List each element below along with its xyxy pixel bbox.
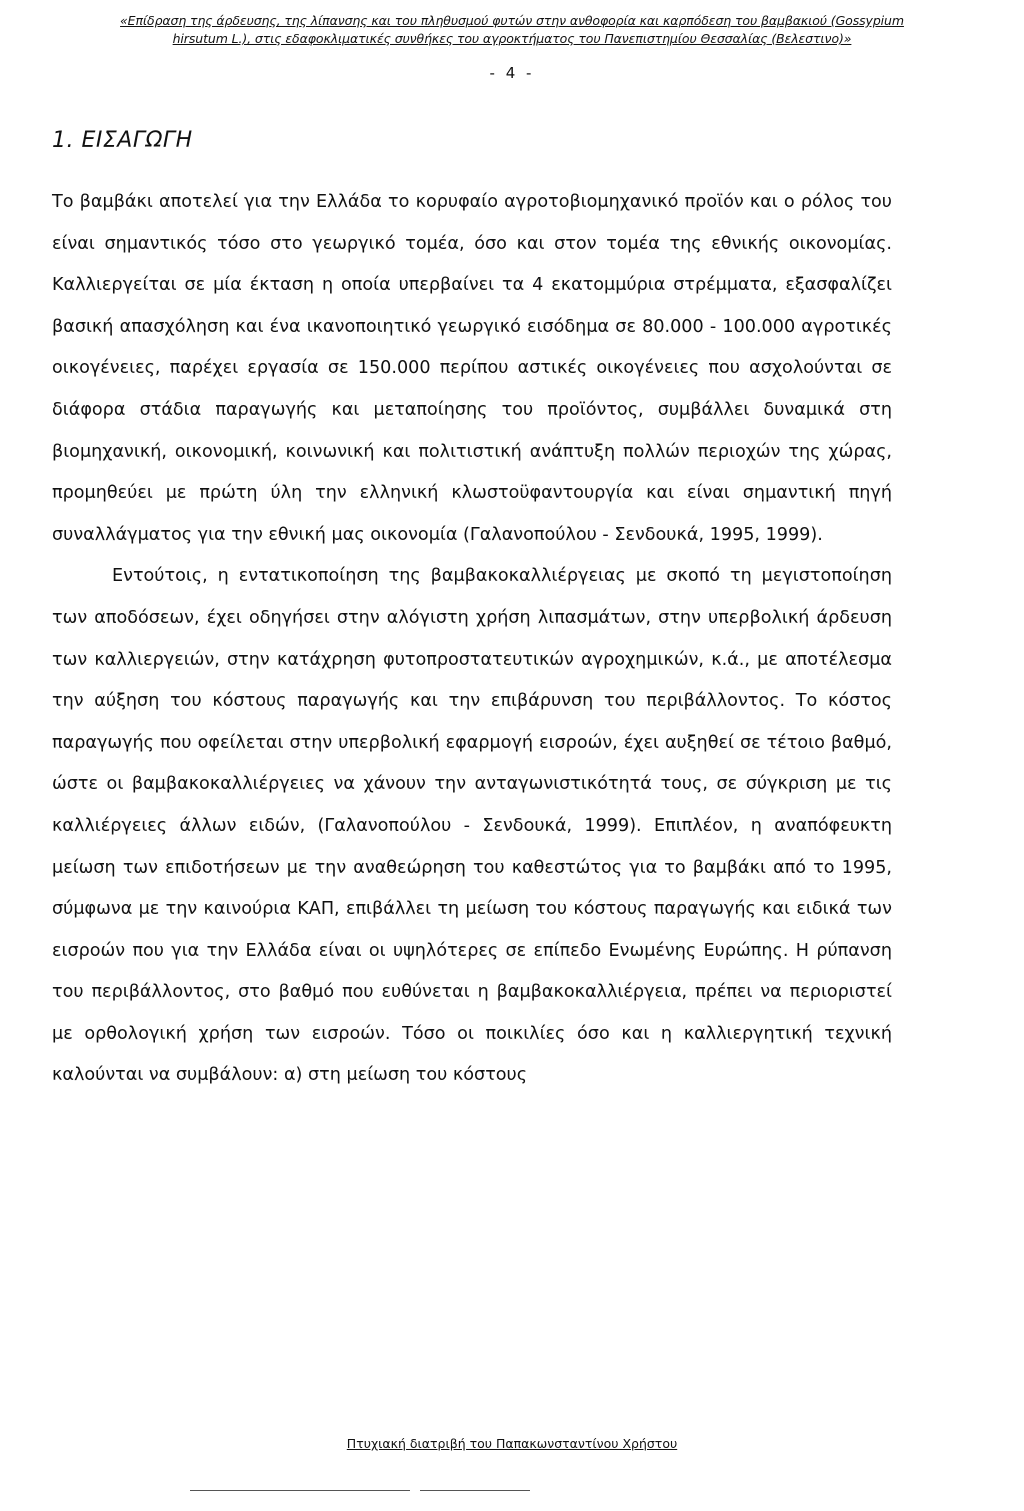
footer-rule — [190, 1490, 410, 1491]
running-title-line-1: «Επίδραση της άρδευσης, της λίπανσης και του πληθυσμού φυτών στην ανθοφορία και καρπόδεση του βαμβακιού (Gossypium — [120, 13, 904, 28]
footer-rule-short — [420, 1490, 530, 1491]
running-title-line-2: hirsutum L.), στις εδαφοκλιματικές συνθήκες του αγροκτήματος του Πανεπιστημίου Θεσσαλίας (Βελεστινο)» — [172, 31, 852, 46]
page-number: - 4 - — [489, 64, 535, 82]
footer-thesis-label: Πτυχιακή διατριβή του Παπακωνσταντίνου Χρήστου — [346, 1436, 678, 1451]
paragraph-1: Το βαμβάκι αποτελεί για την Ελλάδα το κορυφαίο αγροτοβιομηχανικό προϊόν και ο ρόλος του είναι σημαντικός τόσο στο γεωργικό τομέα, όσο και στον τομέα της εθνικής οικονομίας. Καλλιεργείται σε μία έκταση η οποία υπερβαίνει τα 4 εκατομμύρια στρέμματα, εξασφαλίζει βασική απασχόληση και ένα ικανοποιητικό γεωργικό εισόδημα σε 80.000 - 100.000 αγροτικές οικογένειες, παρέχει εργασία σε 150.000 περίπου αστικές οικογένειες που ασχολούνται σε διάφορα στάδια παραγωγής και μεταποίησης του προϊόντος, συμβάλλει δυναμικά στη βιομηχανική, οικονομική, κοινωνική και πολιτιστική ανάπτυξη πολλών περιοχών της χώρας, προμηθεύει με πρώτη ύλη την ελληνική κλωστοϋφαντουργία και είναι σημαντική πηγή συναλλάγματος για την εθνική μας οικονομία (Γαλανοπούλου - Σενδουκά, 1995, 1999). — [52, 192, 892, 545]
section-title: 1. ΕΙΣΑΓΩΓΗ — [52, 128, 193, 153]
running-header — [50, 12, 974, 48]
body-text — [52, 182, 892, 1097]
paragraph-2: Εντούτοις, η εντατικοποίηση της βαμβακοκαλλιέργειας με σκοπό τη μεγιστοποίηση των αποδόσεων, έχει οδηγήσει στην αλόγιστη χρήση λιπασμάτων, στην υπερβολική άρδευση των καλλιεργειών, στην κατάχρηση φυτοπροστατευτικών αγροχημικών, κ.ά., με αποτέλεσμα την αύξηση του κόστους παραγωγής και την επιβάρυνση του περιβάλλοντος. Το κόστος παραγωγής που οφείλεται στην υπερβολική εφαρμογή εισροών, έχει αυξηθεί σε τέτοιο βαθμό, ώστε οι βαμβακοκαλλιέργειες να χάνουν την ανταγωνιστικότητά τους, σε σύγκριση με τις καλλιέργειες άλλων ειδών, (Γαλανοπούλου - Σενδουκά, 1999). Επιπλέον, η αναπόφευκτη μείωση των επιδοτήσεων με την αναθεώρηση του καθεστώτος για το βαμβάκι από το 1995, σύμφωνα με την καινούρια ΚΑΠ, επιβάλλει τη μείωση του κόστους παραγωγής και ειδικά των εισροών που για την Ελλάδα είναι οι υψηλότερες σε επίπεδο Ενωμένης Ευρώπης. Η ρύπανση του περιβάλλοντος, στο βαθμό που ευθύνεται η βαμβακοκαλλιέργεια, πρέπει να περιοριστεί με ορθολογική χρήση των εισροών. Τόσο οι ποικιλίες όσο και η καλλιεργητική τεχνική καλούνται να συμβάλουν: α) στη μείωση του κόστους — [52, 566, 892, 1086]
